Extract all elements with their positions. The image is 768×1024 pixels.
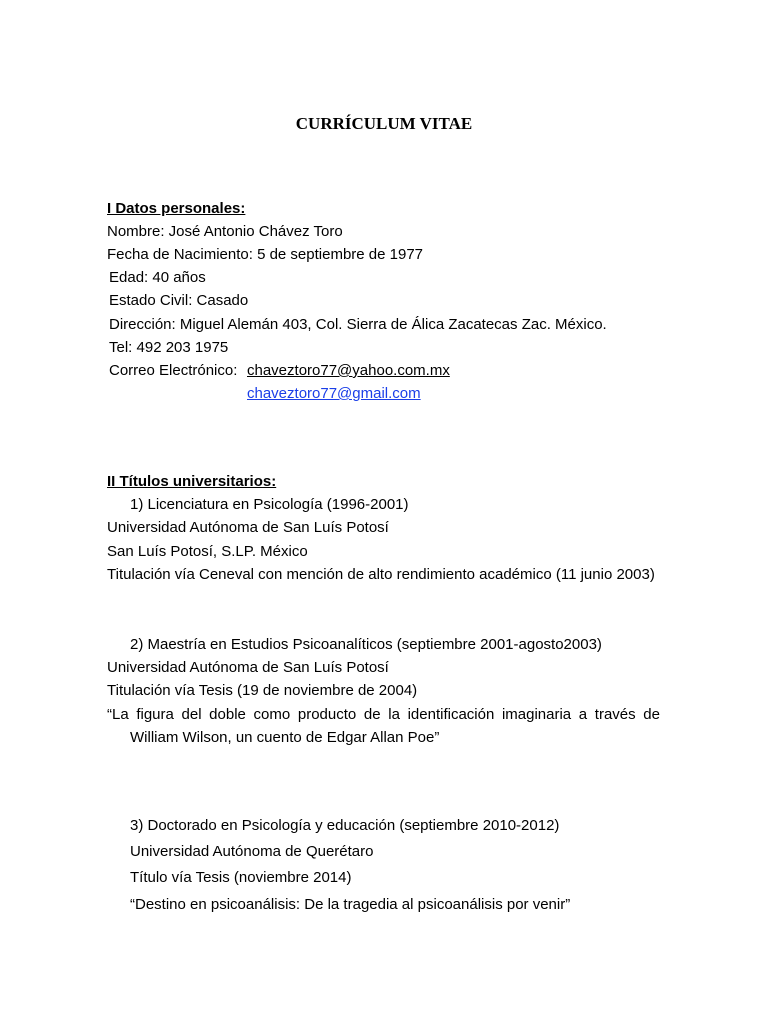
degree-2-thesis-line-2: William Wilson, un cuento de Edgar Allan Poe”	[130, 729, 440, 746]
degree-3-university: Universidad Autónoma de Querétaro	[130, 843, 374, 860]
degree-1-graduation: Titulación vía Ceneval con mención de alto rendimiento académico (11 junio 2003)	[107, 566, 655, 583]
degree-1-title: 1) Licenciatura en Psicología (1996-2001)	[130, 496, 409, 513]
degree-3-title: 3) Doctorado en Psicología y educación (septiembre 2010-2012)	[130, 817, 560, 834]
personal-civil-status: Estado Civil: Casado	[109, 292, 249, 309]
email-link-yahoo[interactable]: chaveztoro77@yahoo.com.mx	[247, 362, 450, 379]
degree-2-thesis-line-1: “La figura del doble como producto de la identificación imaginaria a través de	[107, 706, 660, 723]
email-link-gmail[interactable]: chaveztoro77@gmail.com	[247, 385, 421, 402]
degree-2-graduation: Titulación vía Tesis (19 de noviembre de 2004)	[107, 682, 418, 699]
personal-age: Edad: 40 años	[109, 269, 206, 286]
degree-3-graduation: Título vía Tesis (noviembre 2014)	[130, 869, 352, 886]
personal-phone: Tel: 492 203 1975	[109, 339, 229, 356]
degree-1-university: Universidad Autónoma de San Luís Potosí	[107, 519, 389, 536]
section-heading-degrees: II Títulos universitarios:	[107, 473, 277, 490]
degree-2-university: Universidad Autónoma de San Luís Potosí	[107, 659, 389, 676]
degree-2-title: 2) Maestría en Estudios Psicoanalíticos (septiembre 2001-agosto2003)	[130, 636, 602, 653]
degree-1-location: San Luís Potosí, S.LP. México	[107, 543, 308, 560]
document-title: CURRÍCULUM VITAE	[295, 114, 473, 133]
personal-birth-date: Fecha de Nacimiento: 5 de septiembre de 1977	[107, 246, 424, 263]
degree-3-thesis: “Destino en psicoanálisis: De la tragedia al psicoanálisis por venir”	[130, 896, 571, 913]
personal-email-label: Correo Electrónico:	[109, 362, 238, 379]
personal-name: Nombre: José Antonio Chávez Toro	[107, 223, 343, 240]
personal-address: Dirección: Miguel Alemán 403, Col. Sierra de Álica Zacatecas Zac. México.	[109, 316, 607, 333]
section-heading-personal: I Datos personales:	[107, 200, 246, 217]
